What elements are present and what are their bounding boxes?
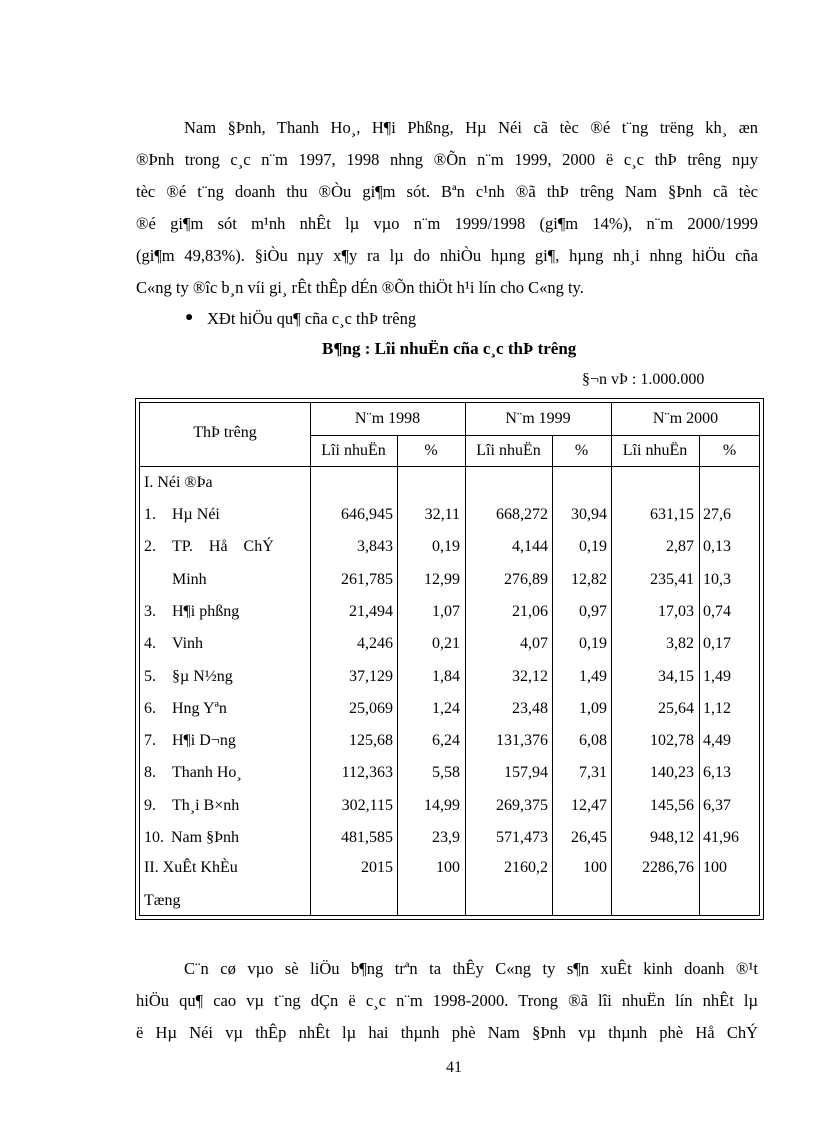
row-number: 10. — [144, 829, 164, 846]
subheader-profit: Lîi nhuËn — [476, 442, 541, 459]
market-name: Minh — [172, 570, 207, 588]
row-number: 3. — [144, 602, 156, 620]
row-number: 8. — [144, 764, 156, 782]
market-name: TP. Hå ChÝ — [172, 538, 274, 556]
row-value: 102,78 — [650, 732, 694, 750]
row-value: 1,49 — [579, 667, 607, 685]
row-value: 32,12 — [512, 667, 548, 685]
row-value: 12,47 — [571, 796, 607, 814]
row-value: 12,99 — [424, 570, 460, 588]
table-hline — [140, 466, 759, 467]
row-value: 1,09 — [579, 699, 607, 717]
row-value: 302,115 — [341, 796, 393, 814]
row-value: 5,58 — [432, 764, 460, 782]
row-value: 235,41 — [650, 570, 694, 588]
profit-table — [135, 398, 764, 920]
group-domestic-label: I. Néi ®Þa — [144, 474, 213, 491]
row-value: 0,19 — [579, 538, 607, 556]
table-vline — [699, 435, 700, 915]
row-value: 157,94 — [504, 764, 548, 782]
paragraph2-line1: C¨n cø vµo sè liÖu b¶ng trªn ta thÊy C«ng ty s¶n xuÊt kinh doanh ®¹t — [184, 959, 758, 978]
row-value: 3,843 — [357, 538, 393, 556]
row-value: 23,9 — [432, 829, 460, 846]
row-value: 6,37 — [703, 796, 731, 814]
row-value: 34,15 — [658, 667, 694, 685]
row-value: 1,49 — [703, 667, 731, 685]
row-number: 6. — [144, 699, 156, 717]
row-value: 27,6 — [703, 506, 731, 523]
header-year-2000: N¨m 2000 — [652, 410, 719, 427]
paragraph1-line4: ®é gi¶m sót m¹nh nhÊt lµ vµo n¨m 1999/1998 (gi¶m 14%), n¨m 2000/1999 — [136, 214, 758, 233]
group-export-label: II. XuÊt KhÈu — [144, 859, 238, 876]
paragraph1-line2: ®Þnh trong c¸c n¨m 1997, 1998 nhng ®Õn n¨m 1999, 2000 ë c¸c thÞ trêng nµy — [136, 150, 758, 169]
bullet-icon: ● — [185, 310, 194, 325]
row-value: 131,376 — [496, 732, 548, 750]
export-profit-2000: 2286,76 — [642, 859, 694, 876]
row-value: 4,246 — [357, 635, 393, 653]
row-value: 269,375 — [496, 796, 548, 814]
paragraph1-line1: Nam §Þnh, Thanh Ho¸, H¶i Phßng, Hµ Néi cã tèc ®é t¨ng trëng kh¸ æn — [184, 118, 758, 137]
row-value: 30,94 — [571, 506, 607, 523]
market-name: Th¸i B×nh — [172, 796, 240, 814]
row-value: 145,56 — [650, 796, 694, 814]
row-number: 2. — [144, 538, 156, 556]
row-value: 21,494 — [349, 602, 393, 620]
row-value: 4,49 — [703, 732, 731, 750]
export-pct-1999: 100 — [583, 859, 607, 876]
row-value: 21,06 — [512, 602, 548, 620]
market-name: Nam §Þnh — [171, 829, 239, 846]
market-name: H¶i D¬ng — [172, 732, 236, 750]
row-value: 25,64 — [658, 699, 694, 717]
header-market: ThÞ trêng — [193, 424, 257, 441]
row-value: 112,363 — [341, 764, 393, 782]
market-name: Vinh — [172, 635, 204, 653]
row-value: 0,97 — [579, 602, 607, 620]
row-value: 23,48 — [512, 699, 548, 717]
profit-table-inner — [139, 402, 760, 916]
row-value: 261,785 — [341, 570, 393, 588]
row-value: 6,24 — [432, 732, 460, 750]
row-value: 32,11 — [424, 506, 460, 523]
row-value: 4,144 — [512, 538, 548, 556]
row-value: 668,272 — [496, 506, 548, 523]
market-name: §µ N½ng — [172, 667, 233, 685]
row-number: 4. — [144, 635, 156, 653]
header-year-1998: N¨m 1998 — [354, 410, 421, 427]
paragraph2-line2: hiÖu qu¶ cao vµ t¨ng dÇn ë c¸c n¨m 1998-2000. Trong ®ã lîi nhuËn lín nhÊt lµ — [136, 991, 758, 1010]
export-pct-1998: 100 — [436, 859, 460, 876]
row-value: 571,473 — [496, 829, 548, 846]
bullet-text: XÐt hiÖu qu¶ cña c¸c thÞ trêng — [207, 309, 417, 328]
market-name: Hng Yªn — [172, 699, 227, 717]
row-value: 140,23 — [650, 764, 694, 782]
row-value: 125,68 — [349, 732, 393, 750]
group-total-label: Tæng — [144, 892, 181, 909]
export-profit-1999: 2160,2 — [504, 859, 548, 876]
row-value: 4,07 — [520, 635, 548, 653]
row-value: 0,13 — [703, 538, 731, 556]
subheader-pct: % — [722, 442, 737, 459]
row-number: 1. — [144, 506, 156, 523]
row-value: 6,08 — [579, 732, 607, 750]
row-value: 14,99 — [424, 796, 460, 814]
row-value: 0,21 — [432, 635, 460, 653]
row-value: 0,19 — [432, 538, 460, 556]
row-number: 9. — [144, 796, 156, 814]
paragraph1-line3: tèc ®é t¨ng doanh thu ®Òu gi¶m sót. Bªn c¹nh ®ã thÞ trêng Nam §Þnh cã tèc — [136, 182, 758, 201]
row-value: 6,13 — [703, 764, 731, 782]
paragraph2-line3: ë Hµ Néi vµ thÊp nhÊt lµ hai thµnh phè Nam §Þnh vµ thµnh phè Hå ChÝ — [136, 1023, 758, 1042]
row-value: 41,96 — [703, 829, 739, 846]
subheader-pct: % — [574, 442, 589, 459]
row-number: 5. — [144, 667, 156, 685]
row-number: 7. — [144, 732, 156, 750]
market-name: Hµ Néi — [172, 506, 220, 523]
row-value: 0,17 — [703, 635, 731, 653]
row-value: 2,87 — [666, 538, 694, 556]
subheader-profit: Lîi nhuËn — [622, 442, 688, 459]
row-value: 10,3 — [703, 570, 731, 588]
export-pct-2000: 100 — [703, 859, 727, 876]
row-value: 1,07 — [432, 602, 460, 620]
row-value: 26,45 — [571, 829, 607, 846]
row-value: 948,12 — [650, 829, 694, 846]
page-number: 41 — [446, 1059, 462, 1076]
header-year-1999: N¨m 1999 — [505, 410, 571, 427]
market-name: H¶i phßng — [172, 602, 240, 620]
row-value: 0,74 — [703, 602, 731, 620]
table-hline — [310, 435, 759, 436]
row-value: 1,84 — [432, 667, 460, 685]
market-name: Thanh Ho¸ — [172, 764, 242, 782]
row-value: 12,82 — [571, 570, 607, 588]
row-value: 481,585 — [341, 829, 393, 846]
row-value: 25,069 — [349, 699, 393, 717]
row-value: 17,03 — [658, 602, 694, 620]
paragraph1-line5: (gi¶m 49,83%). §iÒu nµy x¶y ra lµ do nhiÒu hµng gi¶, hµng nh¸i nhng hiÖu cña — [136, 246, 758, 265]
table-unit: §¬n vÞ : 1.000.000 — [582, 371, 705, 388]
row-value: 37,129 — [349, 667, 393, 685]
row-value: 7,31 — [579, 764, 607, 782]
table-title: B¶ng : Lîi nhuËn cña c¸c thÞ trêng — [322, 339, 577, 358]
export-profit-1998: 2015 — [361, 859, 393, 876]
row-value: 646,945 — [341, 506, 393, 523]
paragraph1-line6: C«ng ty ®îc b¸n víi gi¸ rÊt thÊp dÉn ®Õn thiÖt h¹i lín cho C«ng ty. — [136, 278, 584, 297]
row-value: 1,12 — [703, 699, 731, 717]
row-value: 1,24 — [432, 699, 460, 717]
row-value: 3,82 — [666, 635, 694, 653]
row-value: 0,19 — [579, 635, 607, 653]
subheader-profit: Lîi nhuËn — [321, 442, 386, 459]
row-value: 631,15 — [650, 506, 694, 523]
row-value: 276,89 — [504, 570, 548, 588]
subheader-pct: % — [424, 442, 438, 459]
